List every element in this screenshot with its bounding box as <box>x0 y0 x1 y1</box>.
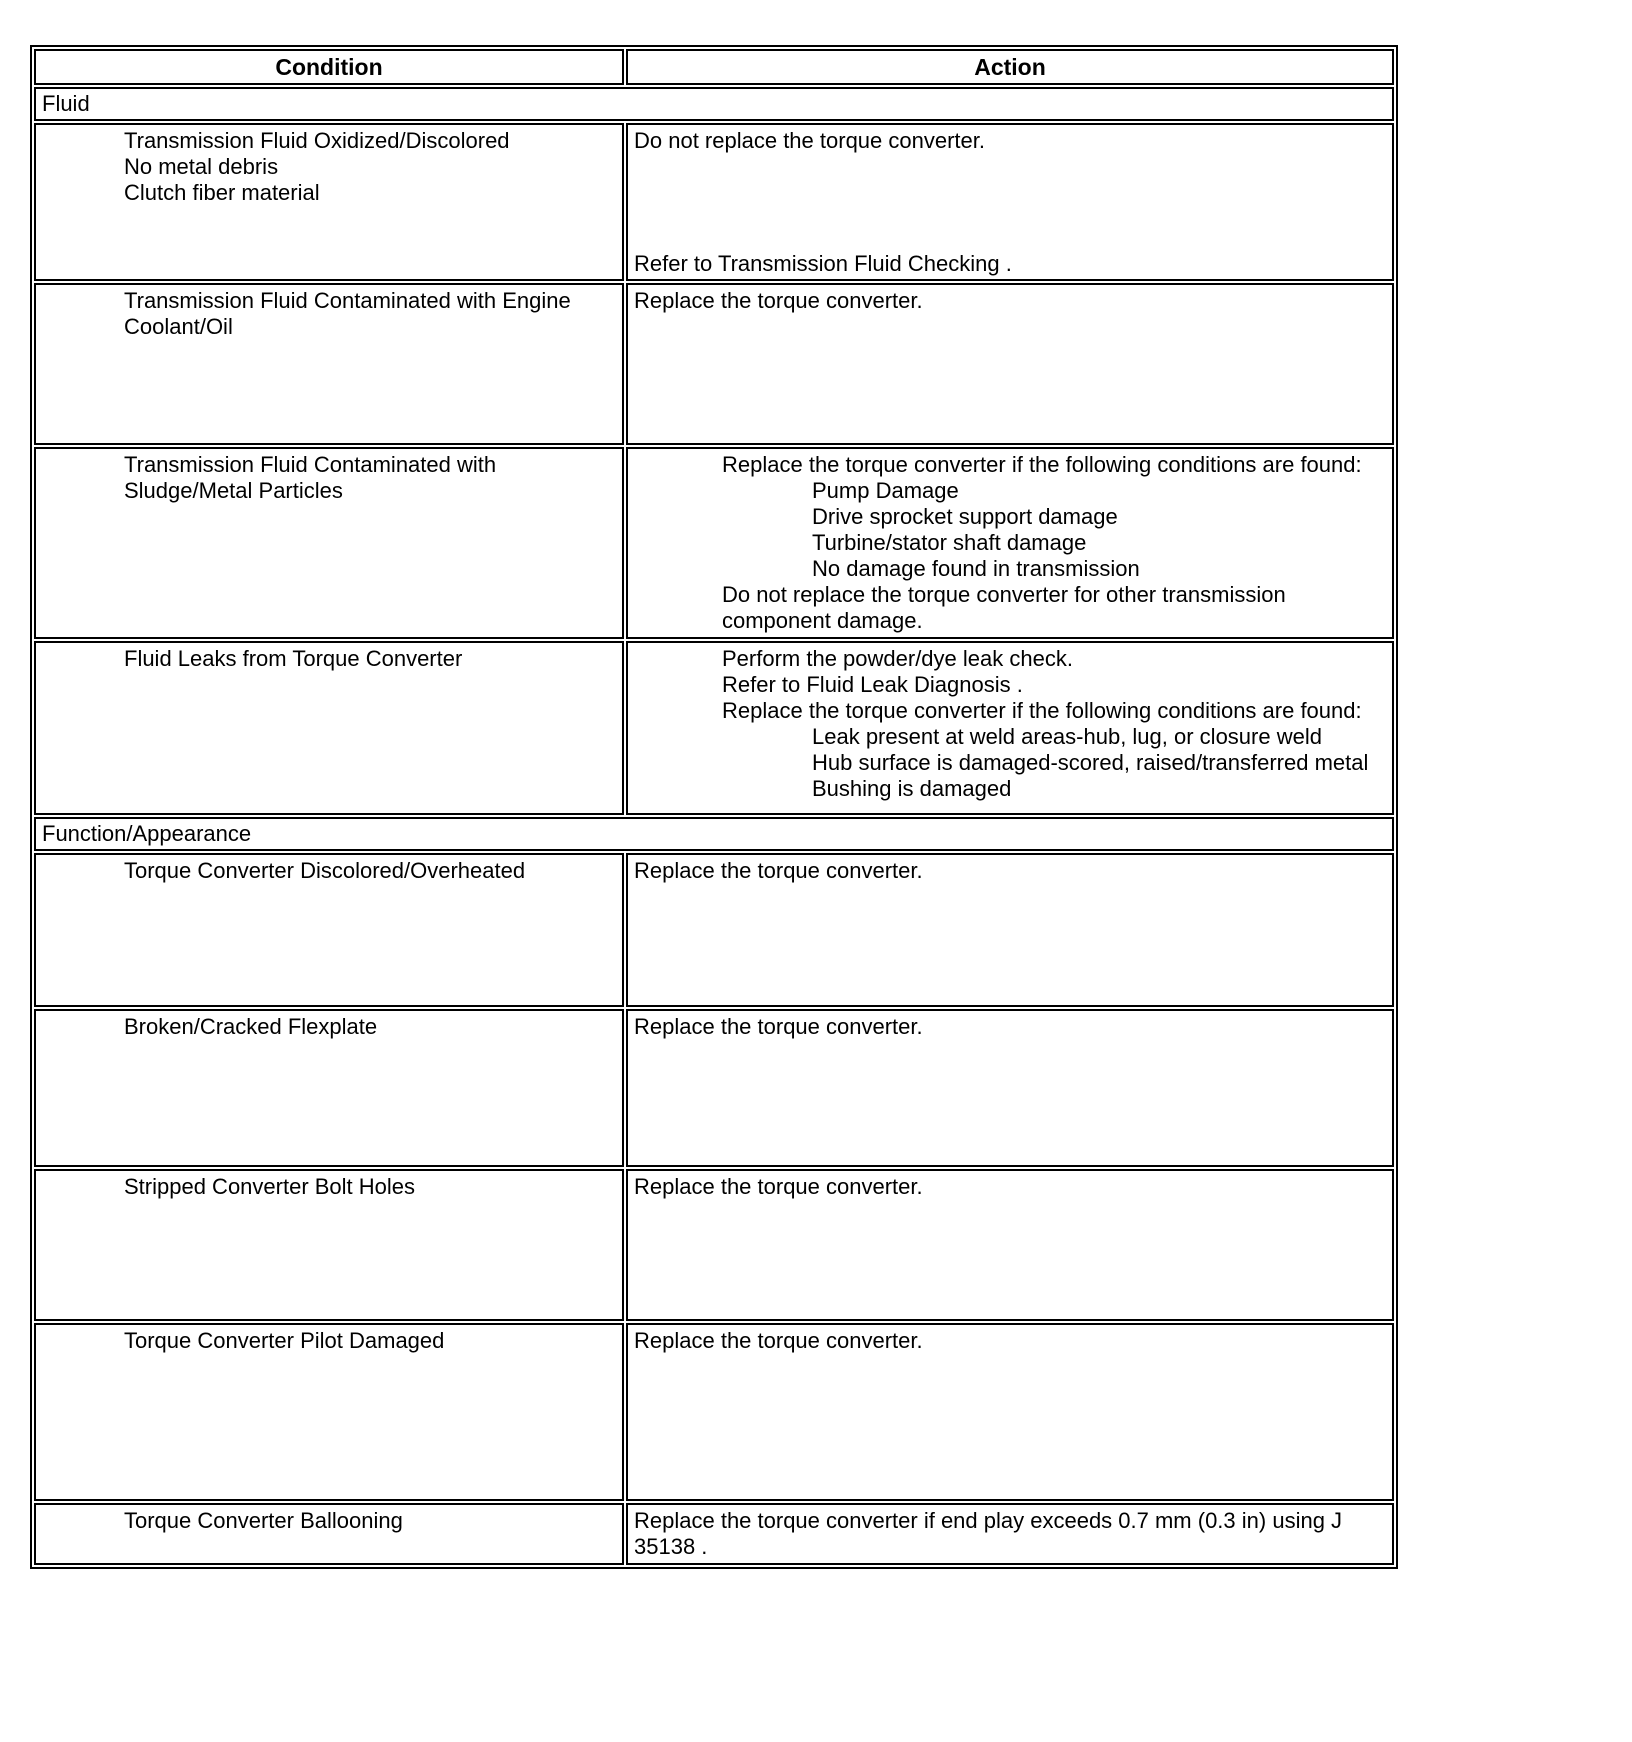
action-cell <box>626 1323 1394 1501</box>
condition-cell <box>34 283 624 445</box>
action-text: Perform the powder/dye leak check. <box>722 646 1073 671</box>
action-text: Replace the torque converter if the following conditions are found: <box>722 698 1362 723</box>
table-row <box>34 853 1394 1007</box>
condition-cell <box>34 1169 624 1321</box>
action-cell <box>626 283 1394 445</box>
table-row <box>34 1323 1394 1501</box>
action-text: Replace the torque converter. <box>634 1014 923 1039</box>
condition-text: No metal debris <box>124 154 279 179</box>
action-cell <box>626 123 1394 281</box>
action-reference-text: Refer to Transmission Fluid Checking . <box>634 251 1012 276</box>
section-header-fluid: Fluid <box>34 87 1394 121</box>
condition-text: Coolant/Oil <box>124 314 233 339</box>
condition-text: Sludge/Metal Particles <box>124 478 343 503</box>
section-header-function-appearance: Function/Appearance <box>34 817 1394 851</box>
table-row <box>34 1169 1394 1321</box>
condition-text: Clutch fiber material <box>124 180 320 205</box>
action-reference-text: Refer to Fluid Leak Diagnosis . <box>722 672 1023 697</box>
action-cell <box>626 1009 1394 1167</box>
action-cell <box>626 641 1394 815</box>
table-row <box>34 447 1394 639</box>
condition-cell <box>34 853 624 1007</box>
condition-text: Torque Converter Discolored/Overheated <box>124 858 526 883</box>
action-text: Replace the torque converter if end play exceeds 0.7 mm (0.3 in) using J 35138 . <box>634 1508 1343 1559</box>
action-list-item: Hub surface is damaged-scored, raised/transferred metal <box>812 750 1369 775</box>
action-cell <box>626 1169 1394 1321</box>
action-text: Replace the torque converter. <box>634 858 923 883</box>
condition-text: Stripped Converter Bolt Holes <box>124 1174 416 1199</box>
condition-cell <box>34 641 624 815</box>
table-row <box>34 1009 1394 1167</box>
condition-cell <box>34 447 624 639</box>
condition-text: Transmission Fluid Contaminated with Engine <box>124 288 571 313</box>
column-header-condition: Condition <box>34 49 624 85</box>
table-row <box>34 1503 1394 1565</box>
action-text: Replace the torque converter if the following conditions are found: <box>722 452 1362 477</box>
action-list-item: Drive sprocket support damage <box>812 504 1118 529</box>
condition-cell <box>34 1009 624 1167</box>
condition-text: Torque Converter Pilot Damaged <box>124 1328 445 1353</box>
table-row <box>34 123 1394 281</box>
action-list-item: Turbine/stator shaft damage <box>812 530 1087 555</box>
action-text: Replace the torque converter. <box>634 288 923 313</box>
table-header-row <box>34 49 1394 85</box>
table-row <box>34 283 1394 445</box>
action-text: Do not replace the torque converter for other transmission component damage. <box>722 582 1286 633</box>
action-text: Do not replace the torque converter. <box>634 128 985 153</box>
table-row <box>34 641 1394 815</box>
action-cell <box>626 447 1394 639</box>
action-text: Replace the torque converter. <box>634 1174 923 1199</box>
condition-cell <box>34 1323 624 1501</box>
condition-text: Transmission Fluid Contaminated with <box>124 452 497 477</box>
action-cell <box>626 1503 1394 1565</box>
section-row-fluid <box>34 87 1394 121</box>
condition-text: Broken/Cracked Flexplate <box>124 1014 378 1039</box>
action-list-item: Bushing is damaged <box>812 776 1012 801</box>
action-cell <box>626 853 1394 1007</box>
condition-text: Torque Converter Ballooning <box>124 1508 403 1533</box>
condition-cell <box>34 1503 624 1565</box>
action-text: Replace the torque converter. <box>634 1328 923 1353</box>
torque-converter-diagnosis-table <box>30 45 1398 1569</box>
action-list-item: No damage found in transmission <box>812 556 1140 581</box>
section-row-function-appearance <box>34 817 1394 851</box>
action-list-item: Leak present at weld areas-hub, lug, or closure weld <box>812 724 1322 749</box>
condition-text: Fluid Leaks from Torque Converter <box>124 646 463 671</box>
action-list-item: Pump Damage <box>812 478 959 503</box>
column-header-action: Action <box>626 49 1394 85</box>
condition-text: Transmission Fluid Oxidized/Discolored <box>124 128 510 153</box>
condition-cell <box>34 123 624 281</box>
